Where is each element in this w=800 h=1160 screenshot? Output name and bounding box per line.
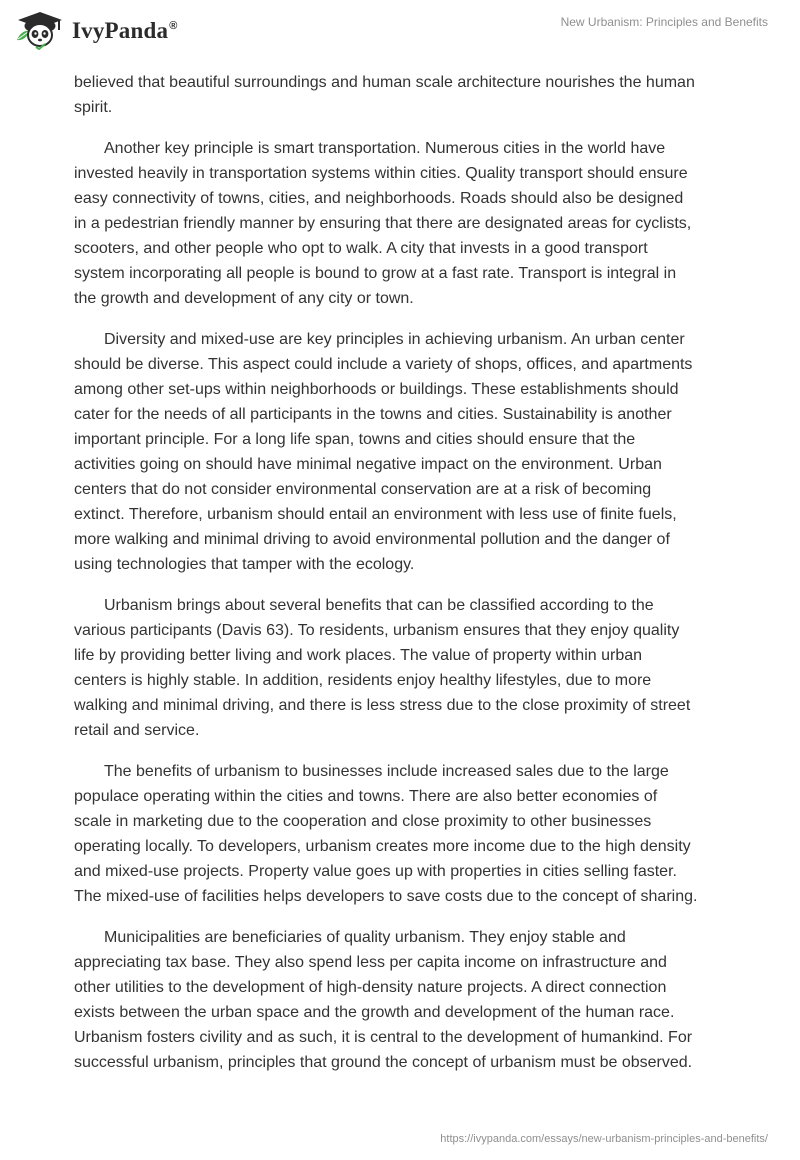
paragraph-3 [74, 327, 734, 577]
text-line: in a pedestrian friendly manner by ensuring that there are designated areas for cyclists, [74, 215, 692, 232]
text-line: The benefits of urbanism to businesses include increased sales due to the large [104, 763, 669, 780]
text-line: life by providing better living and work places. The value of property within urban [74, 647, 643, 664]
document-title: New Urbanism: Principles and Benefits [560, 15, 768, 29]
brand-name: IvyPanda® [72, 18, 178, 43]
text-line: Municipalities are beneficiaries of quality urbanism. They enjoy stable and [104, 929, 626, 946]
text-line: believed that beautiful surroundings and human scale architecture nourishes the human [74, 74, 695, 91]
text-line: appreciating tax base. They also spend less per capita income on infrastructure and [74, 954, 667, 971]
text-line: centers is highly stable. In addition, residents enjoy healthy lifestyles, due to more [74, 672, 652, 689]
text-line: various participants (Davis 63). To residents, urbanism ensures that they enjoy quality [74, 622, 680, 639]
paragraph-5 [74, 759, 734, 909]
text-line: the growth and development of any city or town. [74, 290, 414, 307]
text-line: walking and minimal driving, and there is less stress due to the close proximity of street [74, 697, 691, 714]
panda-logo-icon [14, 10, 66, 50]
page-header [0, 0, 800, 70]
text-line: populace operating within the cities and towns. There are also better economies of [74, 788, 658, 805]
text-line: more walking and minimal driving to avoid environmental pollution and the danger of [74, 531, 670, 548]
text-line: Diversity and mixed-use are key principles in achieving urbanism. An urban center [104, 331, 685, 348]
paragraph-6 [74, 925, 734, 1075]
text-line: exists between the urban space and the growth and development of the human race. [74, 1004, 675, 1021]
text-line: Urbanism brings about several benefits that can be classified according to the [104, 597, 654, 614]
text-line: activities going on should have minimal negative impact on the environment. Urban [74, 456, 662, 473]
text-line: extinct. Therefore, urbanism should entail an environment with less use of finite fuels, [74, 506, 677, 523]
text-line: invested heavily in transportation systems within cities. Quality transport should ensure [74, 165, 688, 182]
paragraph-2 [74, 136, 734, 311]
text-line: The mixed-use of facilities helps developers to save costs due to the concept of sharing. [74, 888, 698, 905]
text-line: Another key principle is smart transportation. Numerous cities in the world have [104, 140, 666, 157]
source-url-link[interactable]: https://ivypanda.com/essays/new-urbanism-principles-and-benefits/ [440, 1133, 768, 1145]
text-line: and mixed-use projects. Property value goes up with properties in cities selling faster. [74, 863, 677, 880]
text-line: should be diverse. This aspect could include a variety of shops, offices, and apartments [74, 356, 693, 373]
text-line: spirit. [74, 99, 113, 116]
text-line: retail and service. [74, 722, 200, 739]
text-line: among other set-ups within neighborhoods or buildings. These establishments should [74, 381, 679, 398]
paragraph-4 [74, 593, 734, 743]
text-line: scooters, and other people who opt to walk. A city that invests in a good transport [74, 240, 648, 257]
text-line: scale in marketing due to the cooperation and close proximity to other businesses [74, 813, 652, 830]
text-line: using technologies that tamper with the ecology. [74, 556, 415, 573]
brand-logo[interactable] [14, 10, 178, 50]
text-line: cater for the needs of all participants in the towns and cities. Sustainability is another [74, 406, 672, 423]
text-line: easy connectivity of towns, cities, and neighborhoods. Roads should also be designed [74, 190, 684, 207]
brand-registered-mark: ® [169, 20, 178, 33]
text-line: operating locally. To developers, urbanism creates more income due to the high density [74, 838, 691, 855]
text-line: other utilities to the development of high-density nature projects. A direct connection [74, 979, 667, 996]
paragraph-1 [74, 70, 734, 120]
text-line: system incorporating all people is bound to grow at a fast rate. Transport is integral in [74, 265, 677, 282]
text-line: centers that do not consider environmental conservation are at a risk of becoming [74, 481, 652, 498]
essay-body [74, 70, 734, 1091]
text-line: important principle. For a long life span, towns and cities should ensure that the [74, 431, 636, 448]
text-line: Urbanism fosters civility and as such, it is central to the development of humankind. For [74, 1029, 693, 1046]
text-line: successful urbanism, principles that ground the concept of urbanism must be observed. [74, 1054, 693, 1071]
